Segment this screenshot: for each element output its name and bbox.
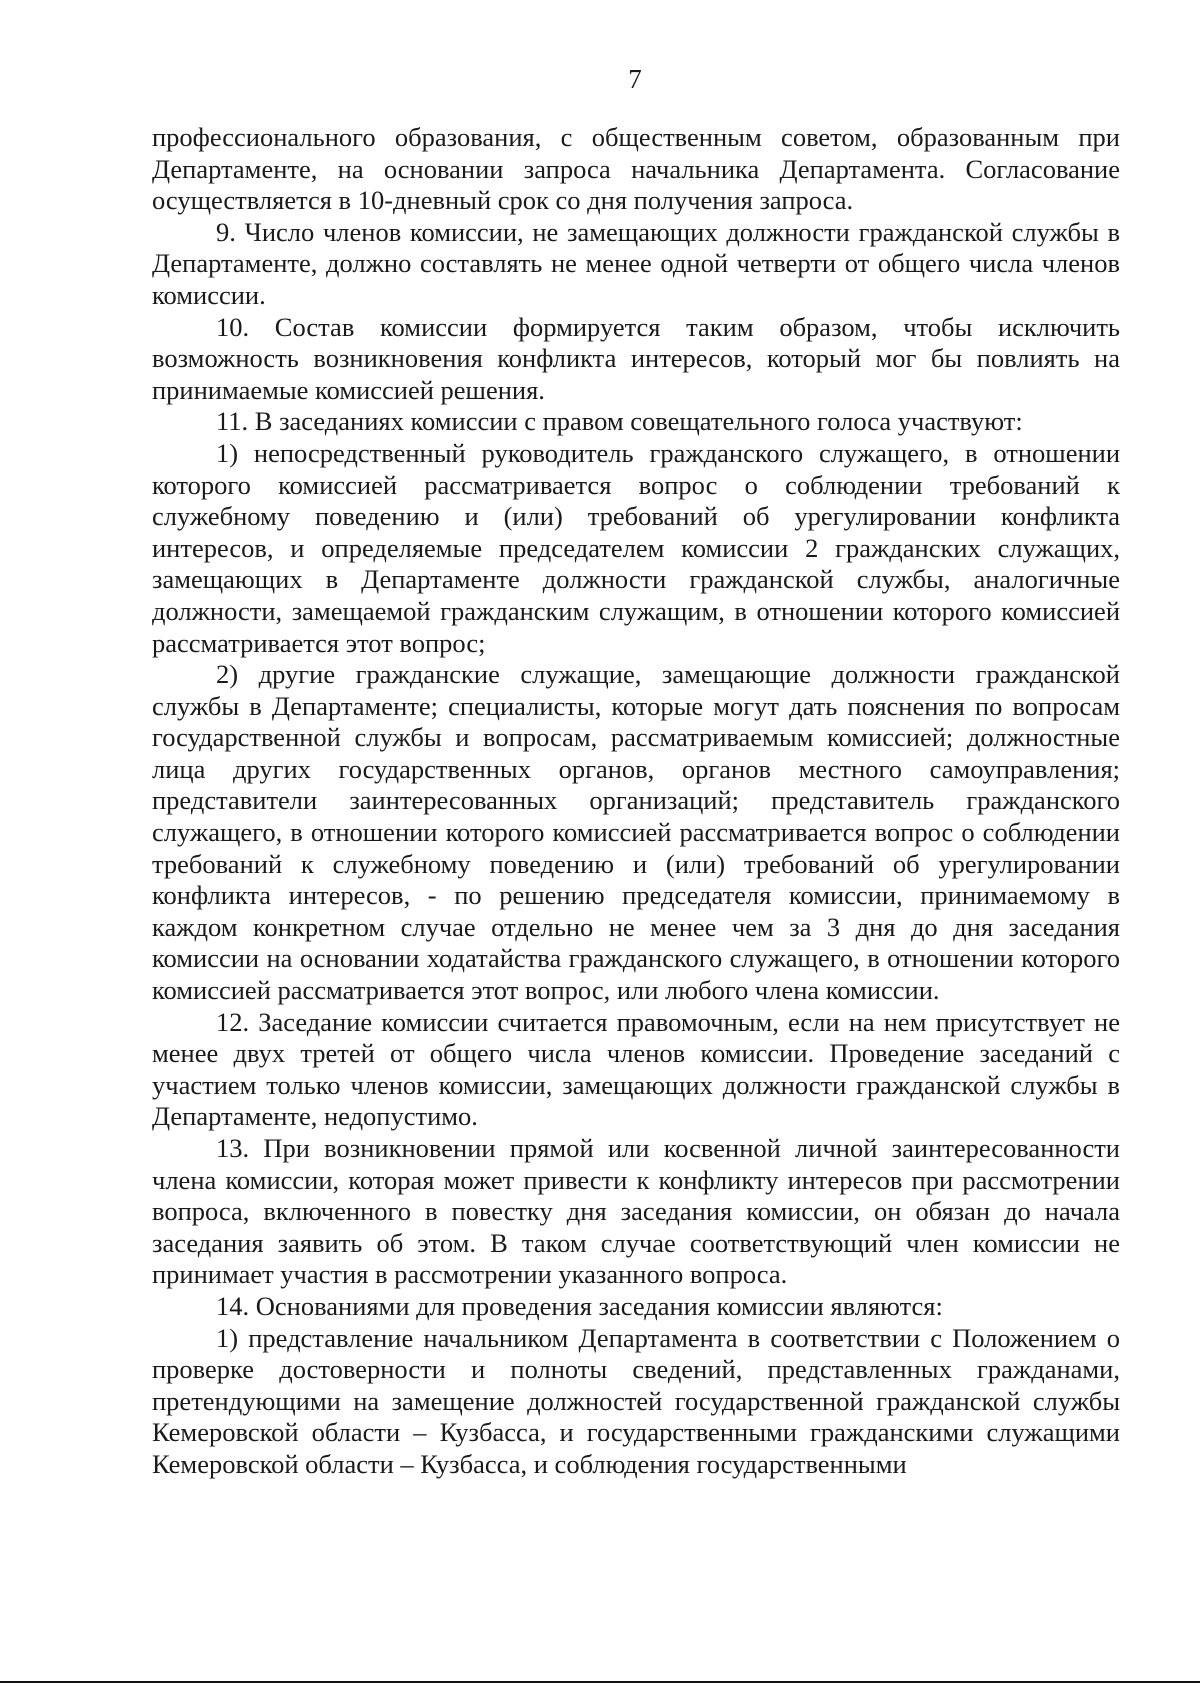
paragraph-item-9: 9. Число членов комиссии, не замещающих должности гражданской службы в Департаменте, должно составлять не менее одной четверти от общего числа членов комиссии. bbox=[152, 216, 1120, 310]
paragraph-item-14: 14. Основаниями для проведения заседания комиссии являются: bbox=[216, 1290, 943, 1321]
page-number: 7 bbox=[628, 64, 642, 94]
paragraph-continuation: профессионального образования, с общественным советом, образованным при Департаменте, на основании запроса начальника Департамента. Согласование осуществляется в 10-дневный срок со дня получения запроса. bbox=[152, 122, 1120, 216]
paragraph-item-10: 10. Состав комиссии формируется таким образом, чтобы исключить возможность возникновения конфликта интересов, который мог бы повлиять на принимаемые комиссией решения. bbox=[152, 311, 1120, 405]
paragraph-item-14-sub-1: 1) представление начальником Департамента в соответствии с Положением о проверке достоверности и полноты сведений, представленных гражданами, претендующими на замещение должностей государственной гражданской службы Кемеровской области – Кузбасса, и государственными гражданскими служащими Кемеровской области – Кузбасса, и соблюдения государственными bbox=[152, 1322, 1120, 1479]
page-bottom-rule bbox=[0, 1681, 1200, 1683]
paragraph-item-12: 12. Заседание комиссии считается правомочным, если на нем присутствует не менее двух третей от общего числа членов комиссии. Проведение заседаний с участием только членов комиссии, замещающих должности гражданской службы в Департаменте, недопустимо. bbox=[152, 1006, 1120, 1132]
paragraph-item-11-sub-2: 2) другие гражданские служащие, замещающие должности гражданской службы в Департаменте; специалисты, которые могут дать пояснения по вопросам государственной службы и вопросам, рассматриваемым комиссией; должностные лица других государственных органов, органов местного самоуправления; представители заинтересованных организаций; представитель гражданского служащего, в отношении которого комиссией рассматривается вопрос о соблюдении требований к служебному поведению и (или) требований об урегулировании конфликта интересов, - по решению председателя комиссии, принимаемому в каждом конкретном случае отдельно не менее чем за 3 дня до дня заседания комиссии на основании ходатайства гражданского служащего, в отношении которого комиссией рассматривается этот вопрос, или любого члена комиссии. bbox=[152, 659, 1120, 1006]
paragraph-item-13: 13. При возникновении прямой или косвенной личной заинтересованности члена комиссии, которая может привести к конфликту интересов при рассмотрении вопроса, включенного в повестку дня заседания комиссии, он обязан до начала заседания заявить об этом. В таком случае соответствующий член комиссии не принимает участия в рассмотрении указанного вопроса. bbox=[152, 1133, 1120, 1290]
paragraph-item-11: 11. В заседаниях комиссии с правом совещательного голоса участвуют: bbox=[216, 406, 1023, 437]
paragraph-item-11-sub-1: 1) непосредственный руководитель гражданского служащего, в отношении которого комиссией рассматривается вопрос о соблюдении требований к служебному поведению и (или) требований об урегулировании конфликта интересов, и определяемые председателем комиссии 2 гражданских служащих, замещающих в Департаменте должности гражданской службы, аналогичные должности, замещаемой гражданским служащим, в отношении которого комиссией рассматривается этот вопрос; bbox=[152, 437, 1120, 658]
document-body bbox=[152, 122, 1120, 1481]
